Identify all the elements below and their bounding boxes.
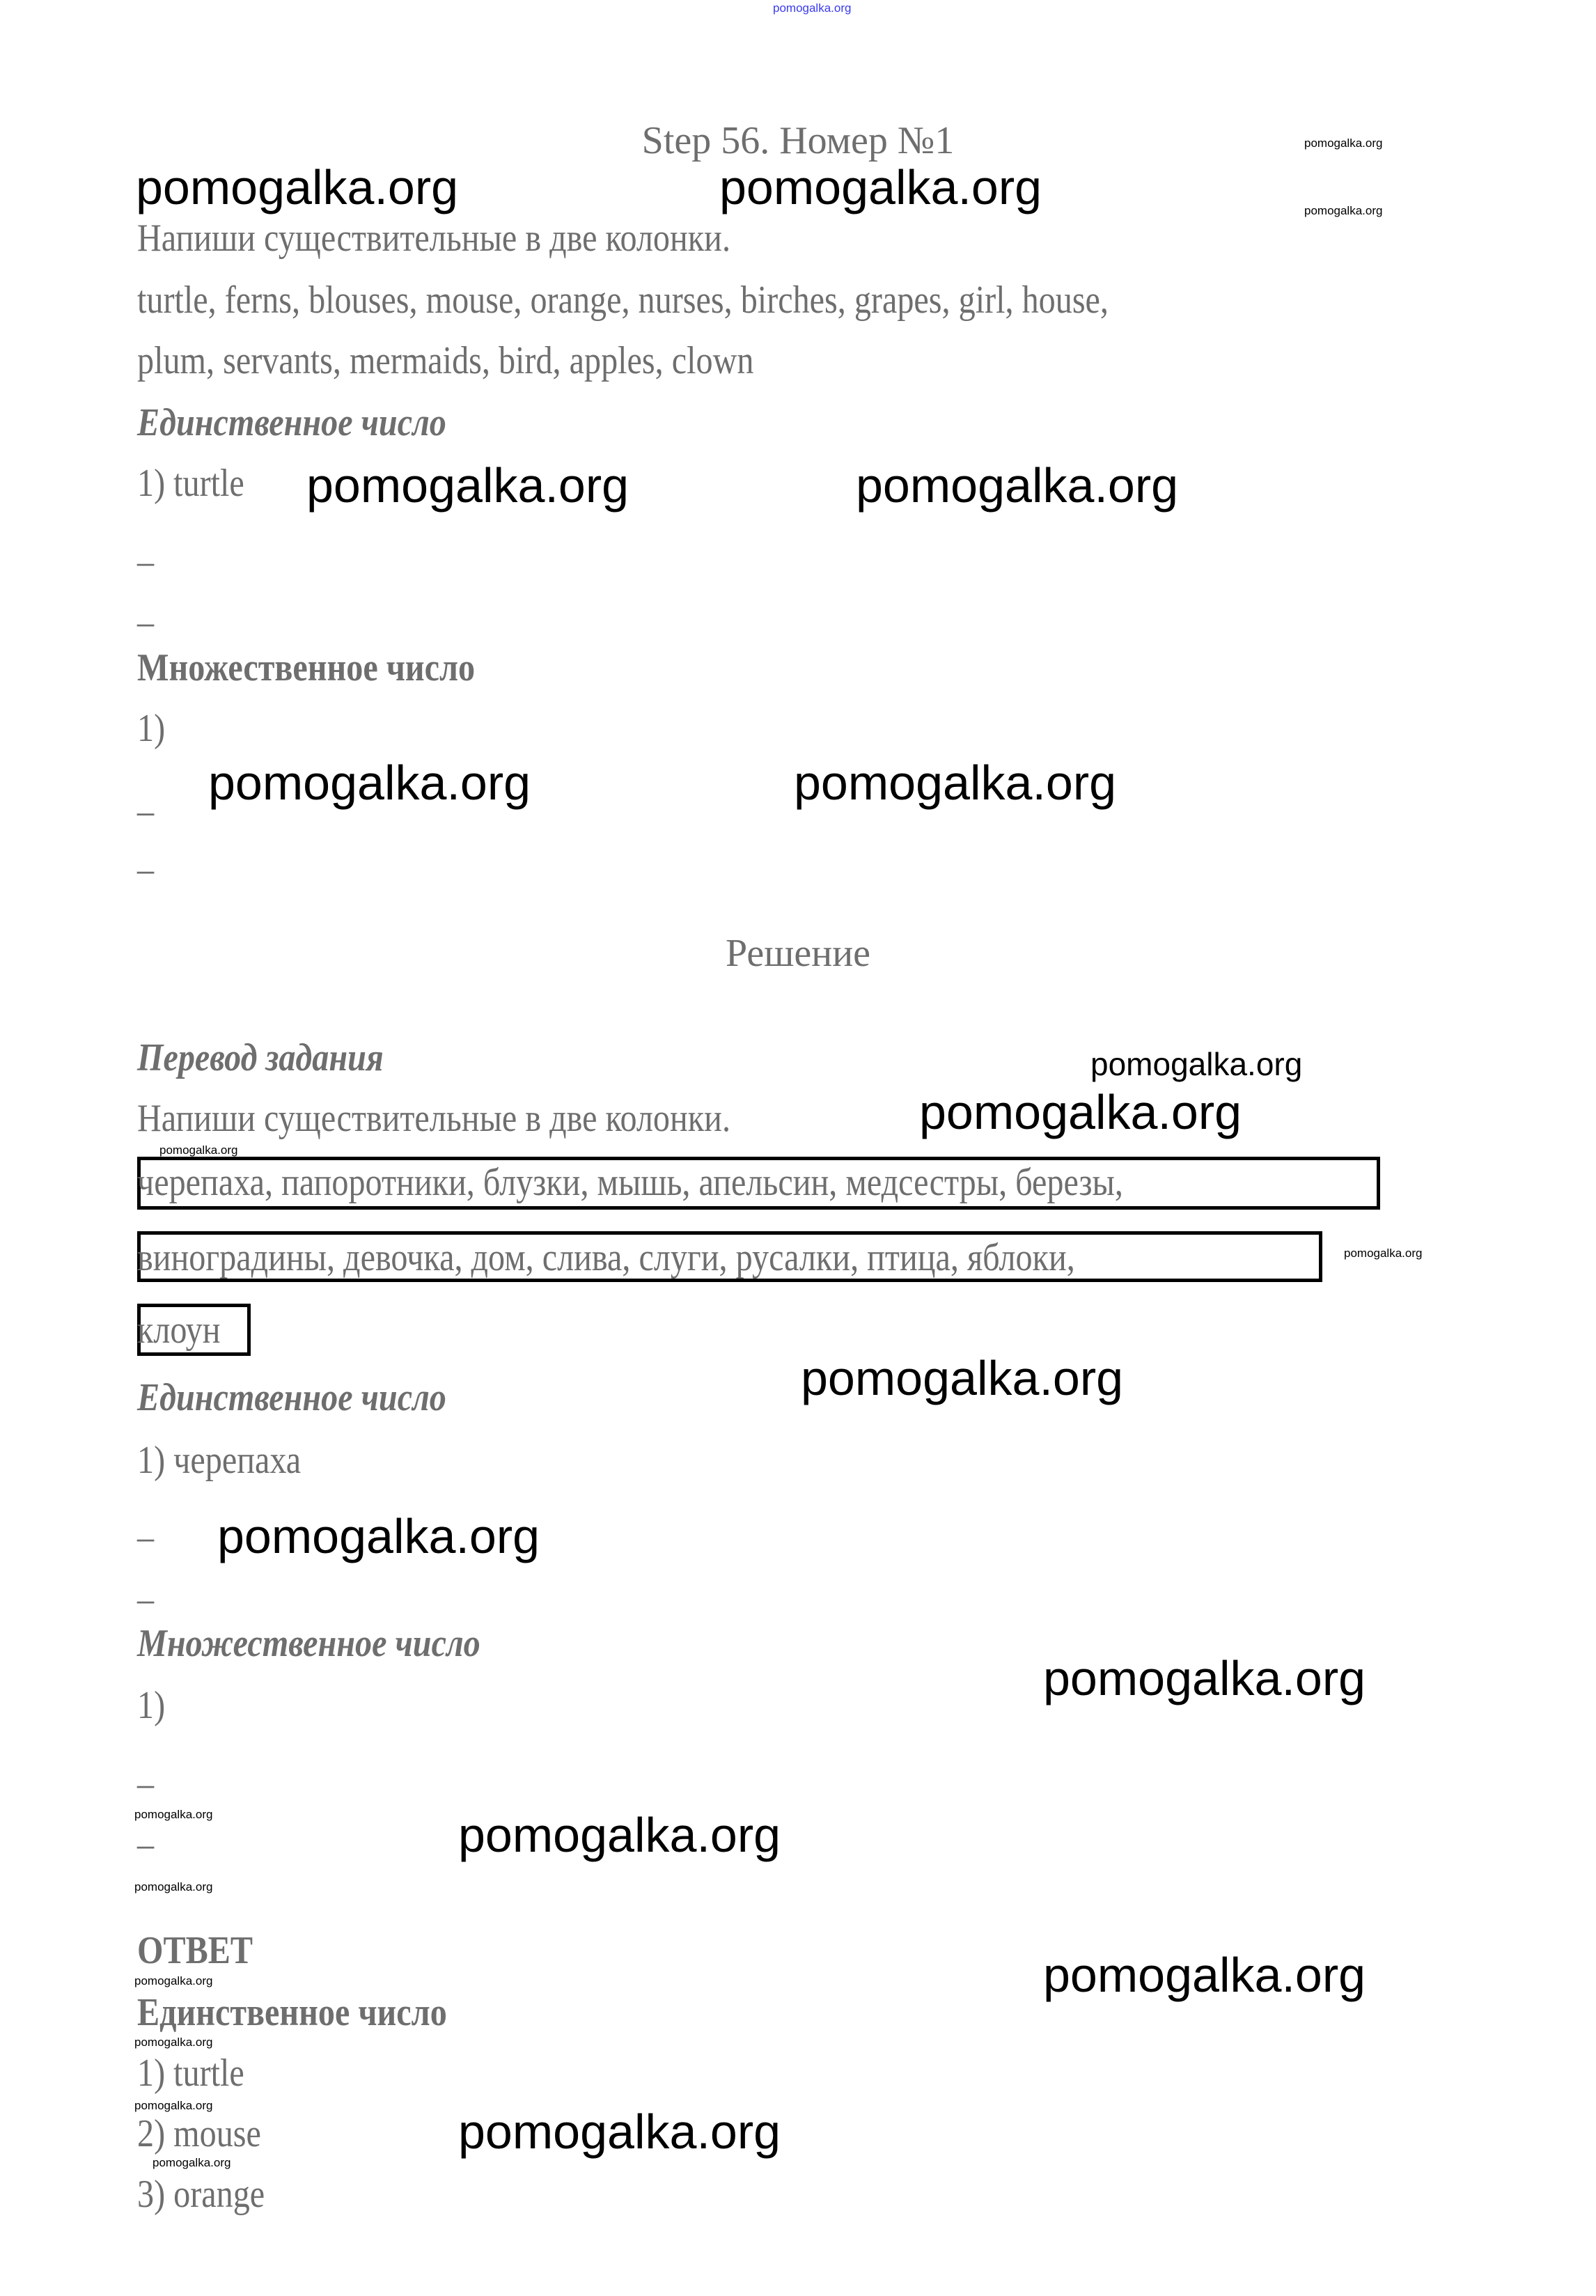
watermark: pomogalka.org <box>306 458 629 513</box>
solution-plural-heading: Множественное число <box>137 1622 480 1665</box>
task-instruction: Напиши существительные в две колонки. <box>137 217 731 260</box>
solution-dash: – <box>137 1515 155 1559</box>
task-words-line: turtle, ferns, blouses, mouse, orange, nurses, birches, grapes, girl, house, <box>137 279 1109 322</box>
solution-dash: – <box>137 1762 155 1805</box>
watermark: pomogalka.org <box>208 755 531 810</box>
task-words-line: plum, servants, mermaids, bird, apples, clown <box>137 339 754 382</box>
watermark: pomogalka.org <box>1043 1947 1366 2002</box>
answer-heading: ОТВЕТ <box>137 1929 253 1972</box>
task-dash: – <box>137 540 155 583</box>
task-title: Step 56. Номер №1 <box>641 119 955 162</box>
watermark: pomogalka.org <box>134 1807 213 1821</box>
watermark: pomogalka.org <box>152 2155 231 2169</box>
solution-instruction: Напиши существительные в две колонки. <box>137 1097 731 1140</box>
solution-singular-item: 1) черепаха <box>137 1439 302 1482</box>
watermark: pomogalka.org <box>217 1508 540 1563</box>
watermark: pomogalka.org <box>1304 136 1383 150</box>
answer-item: 1) turtle <box>137 2052 244 2095</box>
watermark: pomogalka.org <box>801 1350 1124 1405</box>
translated-words-line: виноградины, девочка, дом, слива, слуги, русалки, птица, яблоки, <box>137 1236 1075 1279</box>
answer-item: 3) orange <box>137 2173 265 2216</box>
solution-singular-heading: Единственное число <box>137 1376 446 1419</box>
answer-singular-heading: Единственное число <box>137 1991 447 2034</box>
solution-dash: – <box>137 1822 155 1866</box>
watermark: pomogalka.org <box>136 159 459 214</box>
watermark: pomogalka.org <box>458 2104 781 2159</box>
watermark: pomogalka.org <box>1043 1650 1366 1705</box>
task-underscore: _ <box>137 776 155 820</box>
translated-words-line: черепаха, папоротники, блузки, мышь, апельсин, медсестры, березы, <box>137 1161 1123 1204</box>
task-singular-item: 1) turtle <box>137 462 244 505</box>
task-singular-heading: Единственное число <box>137 401 446 444</box>
watermark: pomogalka.org <box>919 1084 1242 1139</box>
task-dash: – <box>137 600 155 643</box>
watermark: pomogalka.org <box>1090 1045 1303 1082</box>
watermark: pomogalka.org <box>794 755 1117 810</box>
watermark: pomogalka.org <box>134 2098 213 2112</box>
watermark: pomogalka.org <box>458 1807 781 1862</box>
watermark: pomogalka.org <box>134 1974 213 1987</box>
translation-heading: Перевод задания <box>137 1036 384 1079</box>
watermark: pomogalka.org <box>159 1143 238 1157</box>
translated-words-line: клоун <box>137 1309 221 1352</box>
solution-dash: – <box>137 1577 155 1621</box>
task-plural-item: 1) <box>137 707 166 750</box>
watermark: pomogalka.org <box>719 159 1042 214</box>
watermark: pomogalka.org <box>134 1880 213 1893</box>
task-plural-heading: Множественное число <box>137 646 476 689</box>
solution-plural-item: 1) <box>137 1684 166 1727</box>
watermark: pomogalka.org <box>1304 203 1383 217</box>
answer-item: 2) mouse <box>137 2112 261 2155</box>
watermark: pomogalka.org <box>856 458 1179 513</box>
watermark: pomogalka.org <box>773 1 852 15</box>
watermark: pomogalka.org <box>134 2035 213 2049</box>
solution-heading: Решение <box>725 932 871 975</box>
task-dash: – <box>137 848 155 891</box>
watermark: pomogalka.org <box>1344 1246 1423 1260</box>
